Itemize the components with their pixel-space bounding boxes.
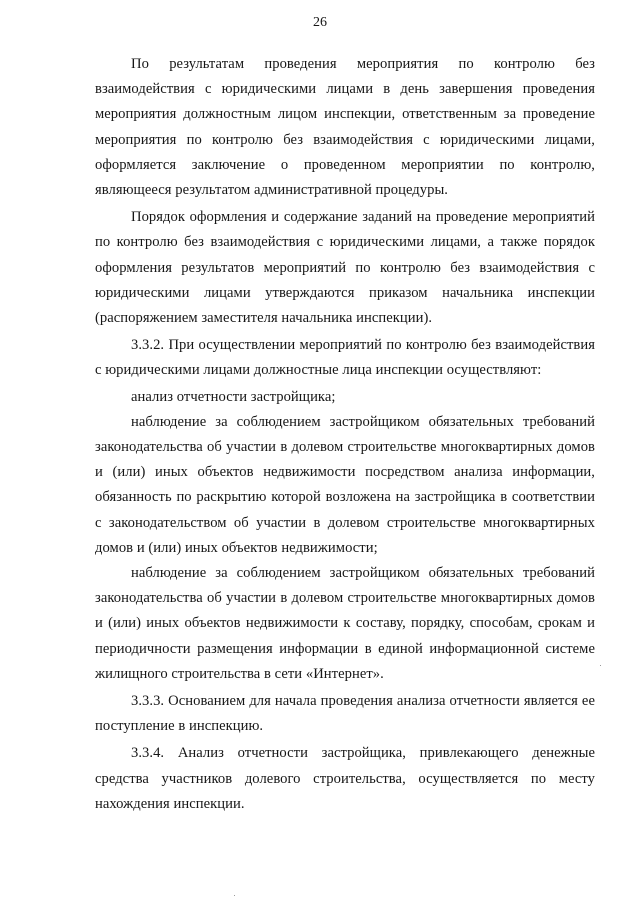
paragraph-section-3-3-3: 3.3.3. Основанием для начала проведения анализа отчетности является ее поступление в инспекцию. [95,693,595,735]
paragraph-inspection-conclusion: По результатам проведения мероприятия по контролю без взаимодействия с юридическими лицами в день завершения проведения мероприятия должностным лицом инспекции, ответственным за проведение мероприятия по контролю без взаимодействия с юридическими лицами, оформляется заключение о проведенном мероприятии по контролю, являющееся результатом административной процедуры. [95,56,595,199]
paragraph-section-3-3-2: 3.3.2. При осуществлении мероприятий по контролю без взаимодействия с юридическими лицами должностные лица инспекции осуществляют: [95,337,595,379]
paragraph-section-3-3-4: 3.3.4. Анализ отчетности застройщика, привлекающего денежные средства участников долевого строительства, осуществляется по месту нахождения инспекции. [95,745,595,812]
page-number: 26 [313,15,327,30]
list-item-disclosure-observation: наблюдение за соблюдением застройщиком обязательных требований законодательства об участии в долевом строительстве многоквартирных домов и (или) иных объектов недвижимости посредством анализа информации, обязанность по раскрытию которой возложена на застройщика в соответствии с законодательством об участии в долевом строительстве многоквартирных домов и (или) иных объектов недвижимости; [95,413,595,556]
document-body [95,52,595,817]
scan-speck [234,895,235,896]
list-item-placement-observation: наблюдение за соблюдением застройщиком обязательных требований законодательства об участии в долевом строительстве многоквартирных домов и (или) иных объектов недвижимости к составу, порядку, способам, срокам и периодичности размещения информации в единой информационной системе жилищного строительства в сети «Интернет». [95,565,595,682]
list-item-report-analysis: анализ отчетности застройщика; [131,388,336,405]
paragraph-task-procedure: Порядок оформления и содержание заданий на проведение мероприятий по контролю без взаимодействия с юридическими лицами, а также порядок оформления результатов мероприятий по контролю без взаимодействия с юридическими лицами утверждаются приказом начальника инспекции (распоряжением заместителя начальника инспекции). [95,209,595,327]
scan-speck [600,665,601,666]
